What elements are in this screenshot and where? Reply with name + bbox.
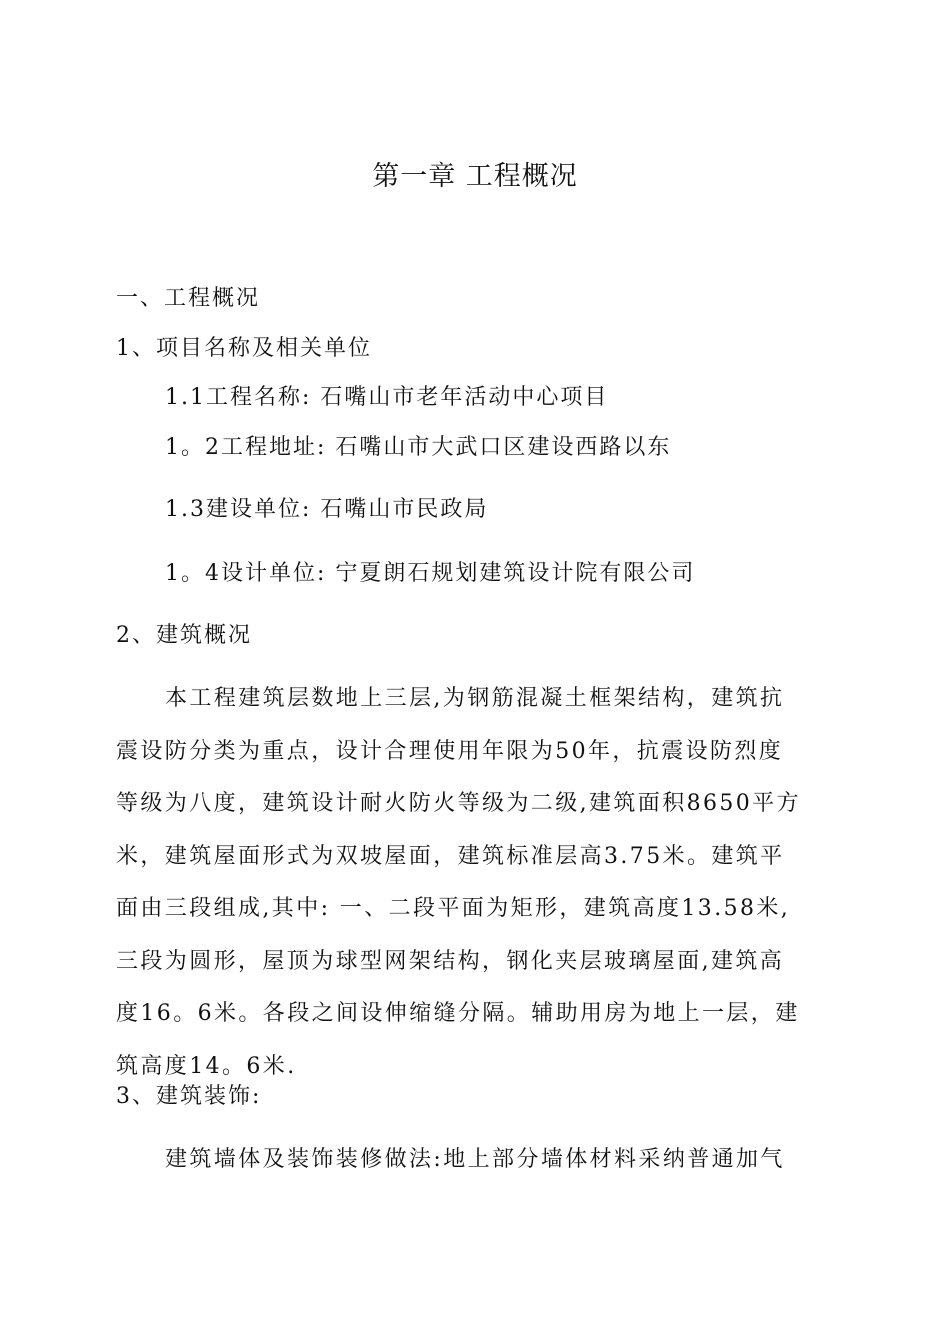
item-design-unit: 1。4设计单位: 宁夏朗石规划建筑设计院有限公司 — [165, 561, 696, 586]
paragraph-line: 等级为八度，建筑设计耐火防火等级为二级,建筑面积8650平方 — [116, 791, 801, 816]
paragraph-line: 米，建筑屋面形式为双坡屋面，建筑标准层高3.75米。建筑平 — [116, 843, 785, 869]
paragraph-line: 三段为圆形，屋顶为球型网架结构，钢化夹层玻璃屋面,建筑高 — [116, 948, 785, 974]
paragraph-line: 建筑墙体及装饰装修做法:地上部分墙体材料采纳普通加气 — [165, 1147, 785, 1172]
item-construction-unit: 1.3建设单位: 石嘴山市民政局 — [165, 497, 489, 522]
building-decoration-paragraph — [116, 1134, 846, 1187]
item-heading-project-name-and-units: 1、项目名称及相关单位 — [116, 336, 372, 361]
item-heading-building-overview: 2、建筑概况 — [116, 623, 252, 648]
paragraph-line: 度16。6米。各段之间设伸缩缝分隔。辅助用房为地上一层，建 — [116, 1001, 800, 1026]
chapter-title: 第一章 工程概况 — [372, 161, 578, 192]
paragraph-line: 震设防分类为重点，设计合理使用年限为50年，抗震设防烈度 — [116, 738, 784, 764]
paragraph-line: 面由三段组成,其中: 一、二段平面为矩形，建筑高度13.58米, — [116, 896, 791, 921]
section-heading-project-overview: 一、工程概况 — [116, 286, 261, 311]
item-project-name: 1.1工程名称: 石嘴山市老年活动中心项目 — [165, 385, 609, 410]
paragraph-line: 本工程建筑层数地上三层,为钢筋混凝土框架结构，建筑抗 — [165, 686, 785, 711]
item-project-address: 1。2工程地址: 石嘴山市大武口区建设西路以东 — [165, 435, 672, 460]
paragraph-line: 筑高度14。6米. — [116, 1053, 297, 1079]
item-heading-building-decoration: 3、建筑装饰: — [116, 1084, 262, 1109]
building-overview-paragraph — [116, 673, 846, 1093]
